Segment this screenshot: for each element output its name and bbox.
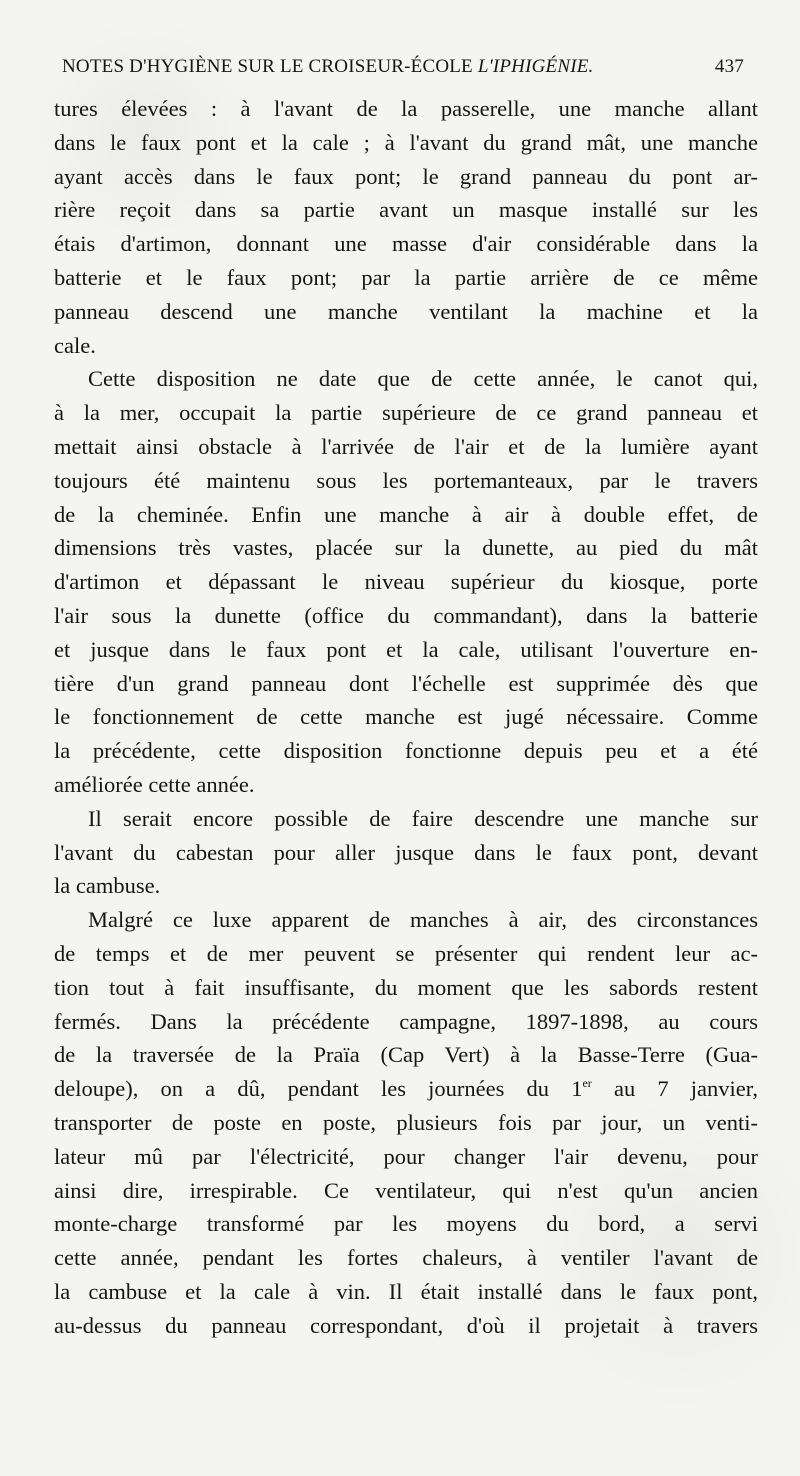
text-line: l'avant du cabestan pour aller jusque dans le faux pont, devant [54, 839, 758, 865]
page-number: 437 [714, 56, 744, 77]
paragraph-start-line: Il serait encore possible de faire descendre une manche sur [88, 805, 758, 831]
text-line: au-dessus du panneau correspondant, d'où il projetait à travers [54, 1312, 758, 1338]
text-line: cette année, pendant les fortes chaleurs, à ventiler l'avant de [54, 1245, 758, 1271]
text-line: cale. [54, 332, 96, 358]
text-line: ainsi dire, irrespirable. Ce ventilateur, qui n'est qu'un ancien [54, 1177, 758, 1203]
text-line: dimensions très vastes, placée sur la dunette, au pied du mât [54, 535, 758, 561]
text-line: batterie et le faux pont; par la partie arrière de ce même [54, 264, 758, 290]
text-line: transporter de poste en poste, plusieurs fois par jour, un venti- [54, 1109, 758, 1135]
text-line: tion tout à fait insuffisante, du moment que les sabords restent [54, 974, 758, 1000]
text-line: d'artimon et dépassant le niveau supérieur du kiosque, porte [54, 569, 758, 595]
text-line: ayant accès dans le faux pont; le grand panneau du pont ar- [54, 163, 758, 189]
text-line: de temps et de mer peuvent se présenter qui rendent leur ac- [54, 940, 758, 966]
text-line: de la traversée de la Praïa (Cap Vert) à la Basse-Terre (Gua- [54, 1042, 758, 1068]
text-line: tière d'un grand panneau dont l'échelle est supprimée dès que [54, 670, 758, 696]
text-line: panneau descend une manche ventilant la machine et la [54, 298, 758, 324]
text-line: l'air sous la dunette (office du commandant), dans la batterie [54, 602, 758, 628]
ordinal-superscript: er [582, 1076, 592, 1091]
running-head [62, 51, 744, 83]
text-line: toujours été maintenu sous les portemanteaux, par le travers [54, 467, 758, 493]
text-line: dans le faux pont et la cale ; à l'avant du grand mât, une manche [54, 129, 758, 155]
running-head-title-prefix: NOTES D'HYGIÈNE SUR LE CROISEUR-ÉCOLE [62, 56, 478, 77]
running-head-title [62, 51, 702, 83]
text-line: de la cheminée. Enfin une manche à air à double effet, de [54, 501, 758, 527]
paragraph-start-line: Malgré ce luxe apparent de manches à air, des circonstances [88, 907, 758, 933]
text-line: la cambuse et la cale à vin. Il était installé dans le faux pont, [54, 1278, 758, 1304]
text-line: fermés. Dans la précédente campagne, 1897-1898, au cours [54, 1008, 758, 1034]
text-line: améliorée cette année. [54, 771, 255, 797]
text-line: et jusque dans le faux pont et la cale, utilisant l'ouverture en- [54, 636, 758, 662]
running-head-ship-name: L'IPHIGÉNIE. [477, 56, 594, 77]
text-line: étais d'artimon, donnant une masse d'air considérable dans la [54, 231, 758, 257]
text-segment: au 7 janvier, [591, 1076, 758, 1102]
text-line: monte-charge transformé par les moyens du bord, a servi [54, 1211, 758, 1237]
text-line: à la mer, occupait la partie supérieure de ce grand panneau et [54, 400, 758, 426]
text-line: la cambuse. [54, 873, 161, 899]
body-text [54, 92, 758, 1342]
text-line: rière reçoit dans sa partie avant un masque installé sur les [54, 197, 758, 223]
text-line: mettait ainsi obstacle à l'arrivée de l'air et de la lumière ayant [54, 433, 758, 459]
text-segment: deloupe), on a dû, pendant les journées du 1 [54, 1076, 583, 1102]
text-line: tures élevées : à l'avant de la passerelle, une manche allant [54, 96, 758, 121]
paragraph-start-line: Cette disposition ne date que de cette année, le canot qui, [88, 366, 758, 392]
text-line: le fonctionnement de cette manche est jugé nécessaire. Comme [54, 704, 758, 730]
text-line-with-superscript [54, 1072, 758, 1106]
text-line: lateur mû par l'électricité, pour changer l'air devenu, pour [54, 1143, 758, 1169]
text-line: la précédente, cette disposition fonctionne depuis peu et a été [54, 738, 758, 764]
